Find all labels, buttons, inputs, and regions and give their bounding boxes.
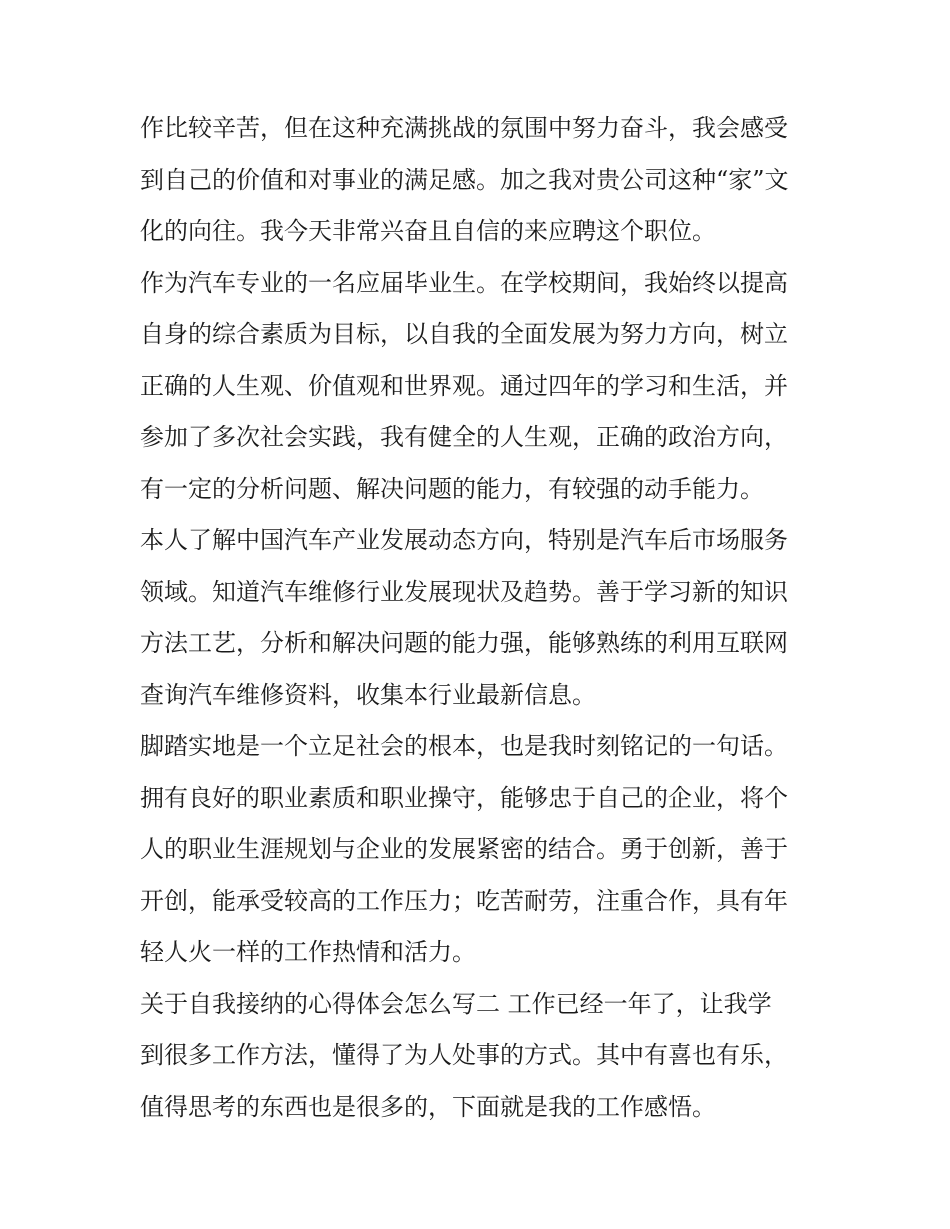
text-line: 关于自我接纳的心得体会怎么写二 工作已经一年了，让我学 bbox=[140, 989, 772, 1018]
text-line: 领域。知道汽车维修行业发展现状及趋势。善于学习新的知识 bbox=[140, 577, 788, 606]
text-line: 人的职业生涯规划与企业的发展紧密的结合。勇于创新，善于 bbox=[140, 835, 788, 863]
text-line: 查询汽车维修资料，收集本行业最新信息。 bbox=[140, 680, 596, 709]
text-line: 参加了多次社会实践，我有健全的人生观，正确的政治方向， bbox=[140, 423, 788, 451]
text-line: 拥有良好的职业素质和职业操守，能够忠于自己的企业，将个 bbox=[140, 783, 788, 812]
text-line: 正确的人生观、价值观和世界观。通过四年的学习和生活，并 bbox=[140, 371, 788, 400]
text-line: 到自己的价值和对事业的满足感。加之我对贵公司这种“家”文 bbox=[140, 165, 789, 194]
text-line: 开创，能承受较高的工作压力；吃苦耐劳，注重合作，具有年 bbox=[140, 886, 788, 915]
text-line: 值得思考的东西也是很多的，下面就是我的工作感悟。 bbox=[140, 1092, 716, 1121]
text-line: 方法工艺，分析和解决问题的能力强，能够熟练的利用互联网 bbox=[140, 629, 788, 657]
text-line: 轻人火一样的工作热情和活力。 bbox=[140, 938, 476, 966]
text-line: 有一定的分析问题、解决问题的能力，有较强的动手能力。 bbox=[140, 474, 764, 503]
text-line: 自身的综合素质为目标，以自我的全面发展为努力方向，树立 bbox=[140, 320, 788, 348]
text-line: 本人了解中国汽车产业发展动态方向，特别是汽车后市场服务 bbox=[140, 526, 788, 554]
document-body bbox=[140, 103, 830, 1133]
text-line: 脚踏实地是一个立足社会的根本，也是我时刻铭记的一句话。 bbox=[140, 732, 788, 760]
text-line: 化的向往。我今天非常兴奋且自信的来应聘这个职位。 bbox=[140, 217, 716, 245]
text-line: 作比较辛苦，但在这种充满挑战的氛围中努力奋斗，我会感受 bbox=[140, 114, 788, 142]
text-line: 到很多工作方法，懂得了为人处事的方式。其中有喜也有乐， bbox=[140, 1041, 788, 1069]
text-line: 作为汽车专业的一名应届毕业生。在学校期间，我始终以提高 bbox=[140, 268, 788, 297]
